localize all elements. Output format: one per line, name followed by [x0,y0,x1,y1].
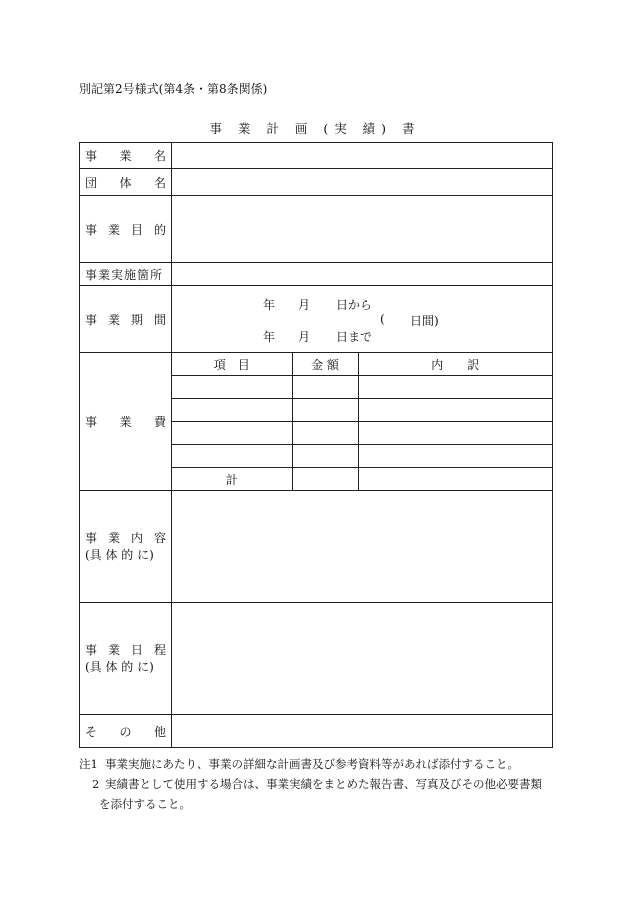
note-1-text: 事業実施にあたり、事業の詳細な計画書及び参考資料等があれば添付すること。 [105,757,519,771]
period-char-4: 間 [153,312,166,327]
location-label [80,263,172,286]
page-title: 事 業 計 画 (実 績) 書 [209,121,421,136]
project-name-char-3: 名 [153,149,166,163]
project-name-char-2: 業 [119,149,132,163]
purpose-label [80,196,172,263]
schedule-label-sub: (具 体 的 に) [85,659,154,674]
cost-header-row [172,353,552,376]
days-close-label: 日間) [410,314,439,328]
organization-field[interactable] [172,169,553,196]
schedule-char-2: 業 [107,642,120,657]
other-char-1: そ [85,724,98,739]
cost-col-item: 項 目 [172,353,292,376]
cost-amount-cell[interactable] [292,445,358,468]
row-cost [80,353,553,491]
schedule-char-3: 日 [130,642,143,657]
start-month-unit: 月 [298,298,311,312]
cost-total-row [172,468,552,491]
row-location [80,263,553,286]
purpose-char-4: 的 [153,222,166,237]
cost-table [172,353,552,490]
content-char-4: 容 [153,530,166,545]
cost-col-breakdown: 内 訳 [358,353,552,376]
content-char-1: 事 [85,530,98,545]
project-plan-form [79,142,553,748]
cost-row [172,422,552,445]
content-field[interactable] [172,491,553,603]
organization-char-2: 体 [119,175,132,190]
cost-breakdown-cell[interactable] [358,422,552,445]
cost-item-cell[interactable] [172,399,292,422]
start-day-unit: 日から [336,298,373,312]
cost-breakdown-cell[interactable] [358,445,552,468]
cost-total-breakdown[interactable] [358,468,552,491]
note-1-number: 注1 [79,757,98,771]
location-label-text: 事業実施箇所 [85,267,164,282]
form-reference: 別記第2号様式(第4条・第8条関係) [79,82,268,96]
content-char-3: 内 [130,530,143,545]
row-period [80,286,553,353]
end-day-unit: 日まで [336,330,373,344]
cost-label [80,353,172,491]
content-label [80,491,172,603]
other-label [80,715,172,748]
cost-row [172,399,552,422]
cost-total-amount[interactable] [292,468,358,491]
row-content [80,491,553,603]
period-box [172,286,552,352]
cost-col-amount: 金 額 [292,353,358,376]
cost-char-2: 業 [119,415,132,429]
note-2-number: 2 [92,777,100,791]
cost-breakdown [172,353,553,491]
cost-char-3: 費 [153,415,166,429]
cost-amount-cell[interactable] [292,399,358,422]
other-field[interactable] [172,715,553,748]
project-name-label [80,143,172,169]
period-label [80,286,172,353]
cost-amount-cell[interactable] [292,376,358,399]
organization-label [80,169,172,196]
note-1 [79,754,559,774]
project-name-field[interactable] [172,143,553,169]
content-char-2: 業 [107,530,120,545]
schedule-label [80,603,172,715]
organization-char-3: 名 [153,175,166,190]
schedule-char-4: 程 [153,642,166,657]
period-field[interactable] [172,286,553,353]
row-project-name [80,143,553,169]
cost-amount-cell[interactable] [292,422,358,445]
cost-total-label: 計 [172,468,292,491]
organization-char-1: 団 [85,175,98,190]
note-2 [79,774,559,794]
content-label-sub: (具 体 的 に) [85,547,154,562]
purpose-char-2: 業 [107,222,120,237]
row-organization [80,169,553,196]
location-field[interactable] [172,263,553,286]
cost-item-cell[interactable] [172,445,292,468]
cost-row [172,445,552,468]
cost-row [172,376,552,399]
end-year-unit: 年 [263,330,276,344]
days-open-paren: ( [380,312,385,326]
row-purpose [80,196,553,263]
purpose-char-3: 目 [130,222,143,237]
cost-item-cell[interactable] [172,422,292,445]
end-month-unit: 月 [298,330,311,344]
project-name-char-1: 事 [85,149,98,163]
cost-char-1: 事 [85,415,98,429]
row-schedule [80,603,553,715]
other-char-3: 他 [153,724,166,739]
start-year-unit: 年 [263,298,276,312]
schedule-field[interactable] [172,603,553,715]
period-char-1: 事 [85,312,98,327]
cost-breakdown-cell[interactable] [358,376,552,399]
other-char-2: の [119,724,132,739]
note-2-continuation: を添付すること。 [99,797,191,811]
notes [79,754,559,814]
period-char-3: 期 [130,312,143,327]
period-char-2: 業 [107,312,120,327]
cost-item-cell[interactable] [172,376,292,399]
cost-breakdown-cell[interactable] [358,399,552,422]
purpose-char-1: 事 [85,222,98,237]
row-other [80,715,553,748]
note-2-text: 実績書として使用する場合は、事業実績をまとめた報告書、写真及びその他必要書類 [105,777,542,791]
schedule-char-1: 事 [85,642,98,657]
purpose-field[interactable] [172,196,553,263]
